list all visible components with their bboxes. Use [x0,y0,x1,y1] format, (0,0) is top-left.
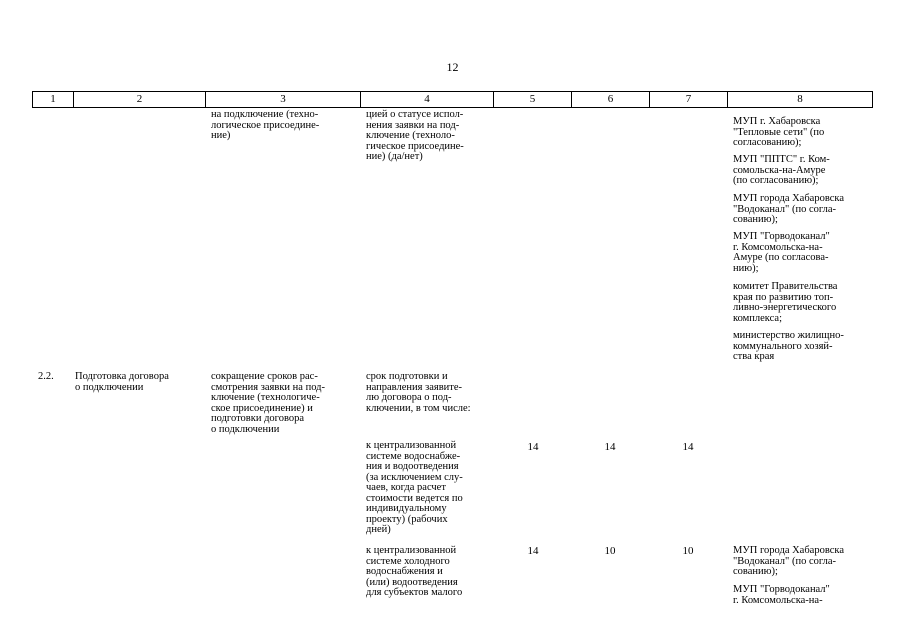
value-col5: 14 [527,545,539,557]
responsible-org-item: МУП "ППТС" г. Ком- сомольска-на-Амуре (по согласованию); [733,154,830,186]
value-col6: 10 [604,545,616,557]
value-col7: 14 [682,441,694,453]
page-number: 12 [446,60,459,74]
header-col-8: 8 [797,93,803,105]
responsible-org-item: МУП города Хабаровска "Водоканал" (по согла- сованию); [733,545,845,577]
row-name: Подготовка договора о подключении [75,371,169,393]
responsible-org-item: МУП города Хабаровска "Водоканал" (по согла- сованию); [733,193,845,225]
responsible-org-item: министерство жилищно- коммунального хозяй- ства края [733,330,844,362]
continued-col3-text: на подключение (техно- логическое присоедине- ние) [211,109,320,141]
responsible-org-item: МУП "Горводоканал" г. Комсомольска-на- [733,584,830,606]
sub-indicator-text: к централизованной системе холодного водоснабжения и (или) водоотведения для субъектов малого [366,545,463,598]
header-col-4: 4 [361,92,494,107]
row-indicator: срок подготовки и направления заявите- лю договора о под- ключении, в том числе: [366,371,471,414]
header-col-7: 7 [650,92,728,107]
header-col-5: 5 [494,92,572,107]
row-goal: сокращение сроков рас- смотрения заявки на под- ключение (технологиче- ское присоединение) и подготовки договора о подключении [211,371,325,435]
row-number: 2.2. [38,371,54,382]
responsible-org-item: комитет Правительства края по развитию топ- ливно-энергетического комплекса; [733,281,838,324]
sub-indicator-text: к централизованной системе водоснабже- ния и водоотведения (за исключением слу- чаев, когда расчет стоимости ведется по индивидуальному проекту) (рабочих дней) [366,440,463,535]
header-col-1: 1 [33,92,74,107]
responsible-org-item: МУП г. Хабаровска "Тепловые сети" (по согласованию); [733,116,825,148]
value-col6: 14 [604,441,616,453]
header-col-2: 2 [74,92,206,107]
value-col5: 14 [527,441,539,453]
table-header-row [32,91,873,108]
header-col-6: 6 [572,92,650,107]
responsible-org-item: МУП "Горводоканал" г. Комсомольска-на- Амуре (по согласова- нию); [733,231,830,274]
value-col7: 10 [682,545,694,557]
header-col-3: 3 [206,92,361,107]
continued-col4-text: цией о статусе испол- нения заявки на под- ключение (техноло- гическое присоедине- ние) (да/нет) [366,109,464,162]
